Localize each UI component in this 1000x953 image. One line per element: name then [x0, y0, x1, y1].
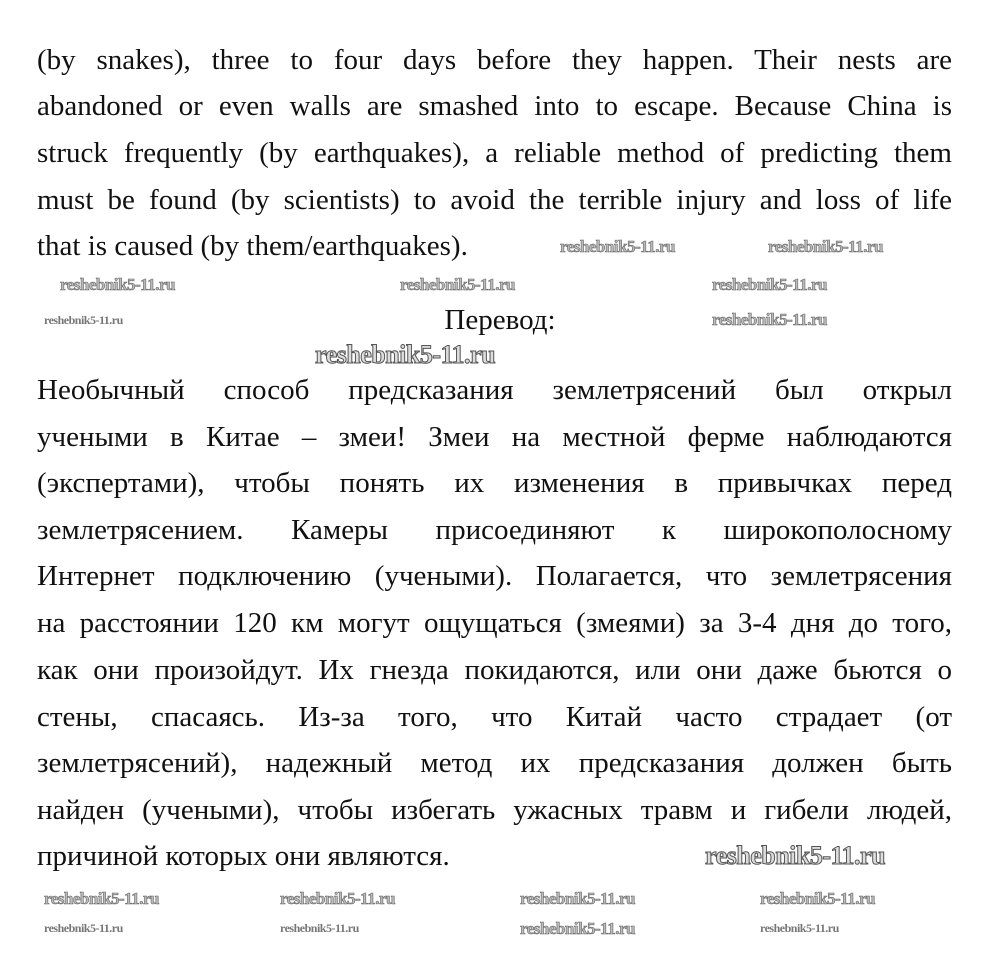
russian-line: землетрясений), надежный метод их предсказания должен быть [37, 747, 952, 779]
watermark: reshebnik5-11.ru [520, 889, 635, 908]
watermark: reshebnik5-11.ru [44, 921, 123, 935]
russian-line: (экспертами), чтобы понять их изменения в привычках перед [37, 467, 952, 499]
russian-line: на расстоянии 120 км могут ощущаться (змеями) за 3-4 дня до того, [37, 607, 952, 639]
watermark: reshebnik5-11.ru [520, 919, 635, 938]
russian-line: стены, спасаясь. Из-за того, что Китай часто страдает (от [37, 701, 952, 733]
english-line: that is caused (by them/earthquakes). [37, 230, 468, 262]
russian-line: найден (учеными), чтобы избегать ужасных травм и гибели людей, [37, 794, 952, 826]
english-line: abandoned or even walls are smashed into to escape. Because China is [37, 90, 952, 122]
russian-line: Необычный способ предсказания землетрясений был открыл [37, 374, 952, 406]
watermark: reshebnik5-11.ru [280, 889, 395, 908]
watermark: reshebnik5-11.ru [400, 275, 515, 294]
watermark: reshebnik5-11.ru [60, 275, 175, 294]
english-line: struck frequently (by earthquakes), a reliable method of predicting them [37, 137, 952, 169]
russian-line: Интернет подключению (учеными). Полагается, что землетрясения [37, 560, 952, 592]
watermark: reshebnik5-11.ru [712, 275, 827, 294]
watermark: reshebnik5-11.ru [315, 340, 496, 369]
english-line: must be found (by scientists) to avoid the terrible injury and loss of life [37, 184, 952, 216]
watermark: reshebnik5-11.ru [280, 921, 359, 935]
russian-line: землетрясением. Камеры присоединяют к широкополосному [37, 514, 952, 546]
watermark: reshebnik5-11.ru [705, 841, 886, 870]
watermark: reshebnik5-11.ru [768, 237, 883, 256]
watermark: reshebnik5-11.ru [760, 889, 875, 908]
watermark: reshebnik5-11.ru [760, 921, 839, 935]
watermark: reshebnik5-11.ru [44, 313, 123, 327]
watermark: reshebnik5-11.ru [44, 889, 159, 908]
english-line: (by snakes), three to four days before they happen. Their nests are [37, 44, 952, 76]
russian-line: учеными в Китае – змеи! Змеи на местной ферме наблюдаются [37, 421, 952, 453]
russian-line: причиной которых они являются. [37, 840, 450, 872]
watermark: reshebnik5-11.ru [712, 310, 827, 329]
watermark: reshebnik5-11.ru [560, 237, 675, 256]
translation-heading: Перевод: [444, 304, 556, 336]
russian-line: как они произойдут. Их гнезда покидаются, или они даже бьются о [37, 654, 952, 686]
